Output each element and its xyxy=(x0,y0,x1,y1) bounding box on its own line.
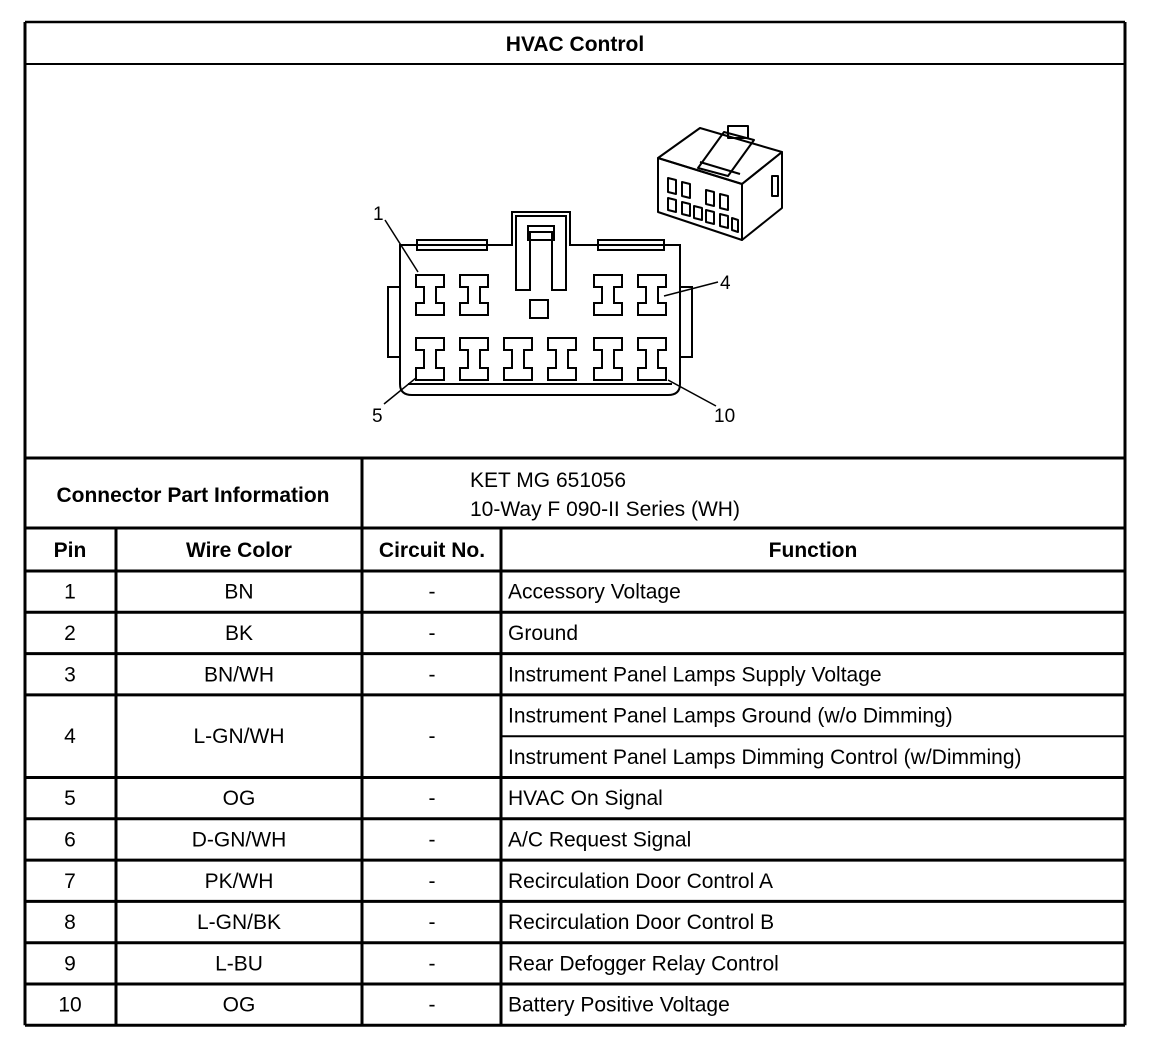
wire-color-cell: BN/WH xyxy=(204,663,274,687)
column-header-circuit-no: Circuit No. xyxy=(378,539,486,562)
pin-cell: 4 xyxy=(64,725,76,749)
circuit-cell: - xyxy=(428,911,436,935)
circuit-cell: - xyxy=(428,725,436,749)
wire-color-cell: PK/WH xyxy=(204,869,274,893)
function-cell: Instrument Panel Lamps Supply Voltage xyxy=(508,663,882,687)
cavity-pin-7 xyxy=(504,338,532,380)
table-header xyxy=(54,539,858,562)
pin-cell: 3 xyxy=(64,663,76,687)
function-cell: Rear Defogger Relay Control xyxy=(508,952,779,976)
cavity-pin-4 xyxy=(638,275,666,315)
callout-label-4: 4 xyxy=(720,273,731,294)
callout-label-10: 10 xyxy=(714,406,736,427)
pin-cell: 9 xyxy=(64,952,76,976)
cavity-pin-1 xyxy=(416,275,444,315)
pin-cell: 5 xyxy=(64,787,76,811)
column-header-wire-color: Wire Color xyxy=(186,539,292,562)
iso-side-window xyxy=(772,176,778,196)
circuit-cell: - xyxy=(428,621,436,645)
title-row xyxy=(506,33,644,56)
function-cell: Instrument Panel Lamps Ground (w/o Dimming) xyxy=(508,704,953,728)
function-cell: Accessory Voltage xyxy=(508,580,681,604)
cavity-pin-2 xyxy=(460,275,488,315)
cavity-row-top xyxy=(416,275,666,315)
column-header-pin: Pin xyxy=(53,539,87,562)
circuit-cell: - xyxy=(428,952,436,976)
function-cell: HVAC On Signal xyxy=(508,787,663,811)
wire-color-cell: OG xyxy=(222,993,256,1017)
circuit-cell: - xyxy=(428,580,436,604)
connector-left-rib xyxy=(388,287,400,357)
cavity-pin-8 xyxy=(548,338,576,380)
circuit-cell: - xyxy=(428,828,436,852)
circuit-cell: - xyxy=(428,869,436,893)
circuit-cell: - xyxy=(428,993,436,1017)
pin-cell: 2 xyxy=(64,621,76,645)
function-cell: Instrument Panel Lamps Dimming Control (w/Dimming) xyxy=(508,745,1022,769)
cavity-pin-5 xyxy=(416,338,444,380)
cavity-pin-10 xyxy=(638,338,666,380)
part-info-line2: 10-Way F 090-II Series (WH) xyxy=(470,498,740,521)
function-cell: Battery Positive Voltage xyxy=(508,993,730,1017)
column-header-function: Function xyxy=(768,539,858,562)
cavity-pin-3 xyxy=(594,275,622,315)
connector-face-drawing xyxy=(384,212,718,406)
cavity-pin-6 xyxy=(460,338,488,380)
callout-label-5: 5 xyxy=(372,406,383,427)
callout-label-1: 1 xyxy=(373,204,384,225)
function-cell: Ground xyxy=(508,621,579,645)
wire-color-cell: BK xyxy=(224,621,254,645)
wire-color-cell: L-GN/WH xyxy=(193,725,285,749)
connector-3d-illustration xyxy=(658,126,782,240)
cavity-pin-9 xyxy=(594,338,622,380)
connector-right-rib xyxy=(680,287,692,357)
pin-cell: 8 xyxy=(64,911,76,935)
pin-cell: 10 xyxy=(58,993,82,1017)
wire-color-cell: BN xyxy=(224,580,254,604)
part-info-row xyxy=(56,469,739,521)
connector-latch xyxy=(516,216,566,290)
pin-cell: 1 xyxy=(64,580,76,604)
part-info-label: Connector Part Information xyxy=(56,484,330,507)
function-cell: A/C Request Signal xyxy=(508,828,692,852)
circuit-cell: - xyxy=(428,663,436,687)
connector-key xyxy=(530,300,548,318)
pin-cell: 7 xyxy=(64,869,76,893)
function-cell: Recirculation Door Control B xyxy=(508,911,775,935)
wire-color-cell: D-GN/WH xyxy=(191,828,287,852)
function-cell: Recirculation Door Control A xyxy=(508,869,773,893)
wire-color-cell: OG xyxy=(222,787,256,811)
cavity-row-bottom xyxy=(416,338,666,380)
circuit-cell: - xyxy=(428,787,436,811)
pin-table-body xyxy=(58,581,1021,1017)
wire-color-cell: L-BU xyxy=(215,952,263,976)
wire-color-cell: L-GN/BK xyxy=(196,911,282,935)
pin-cell: 6 xyxy=(64,828,76,852)
part-info-line1: KET MG 651056 xyxy=(470,469,627,492)
sheet-title: HVAC Control xyxy=(505,33,645,56)
